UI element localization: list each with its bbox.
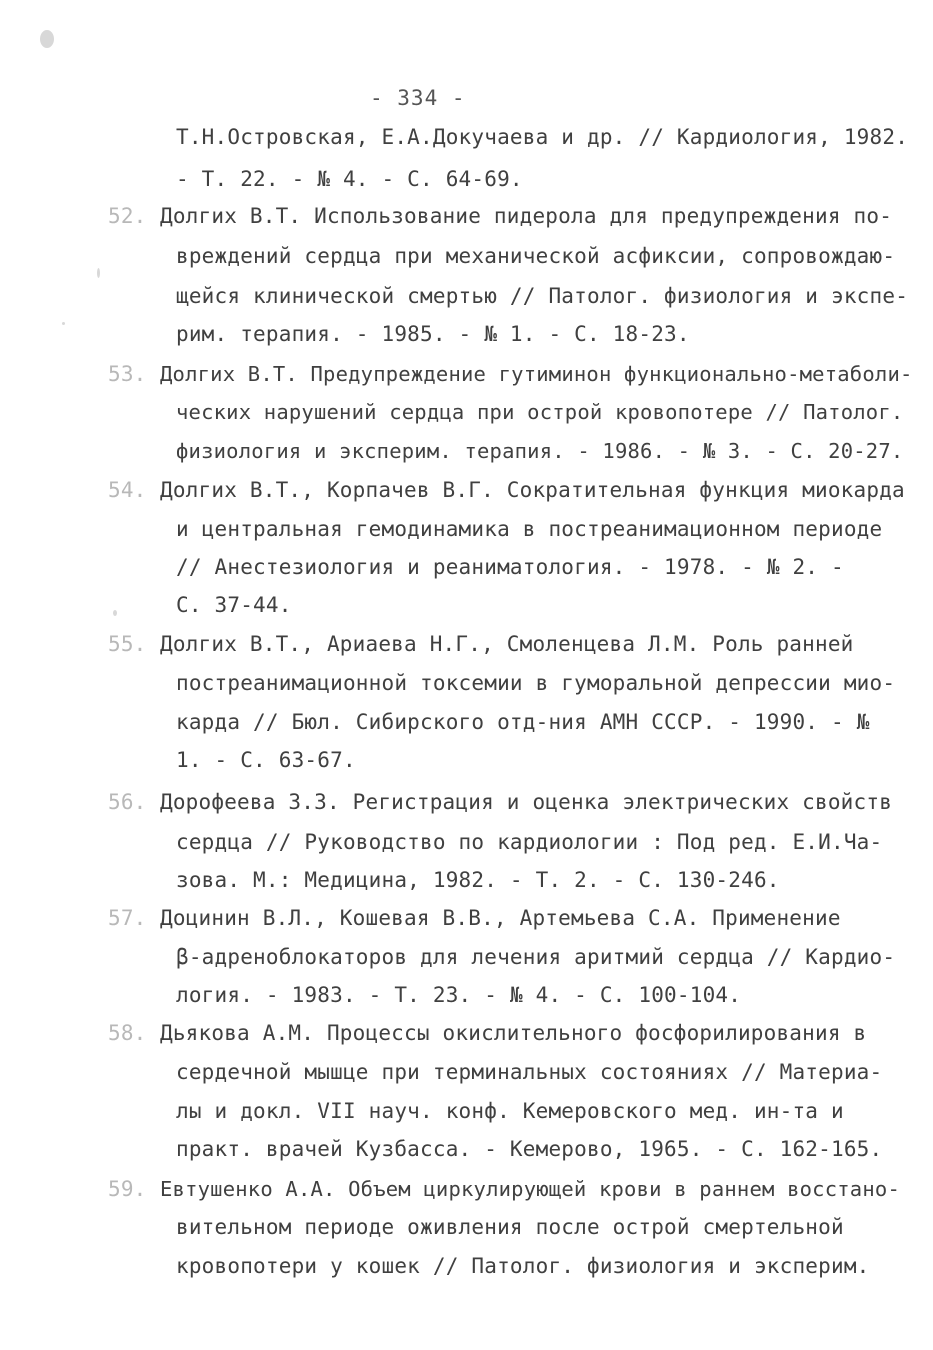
entry-56-line-2: сердца // Руководство по кардиологии : Под ред. Е.И.Ча- <box>176 830 883 854</box>
entry-53-line-1: Долгих В.Т. Предупреждение гутиминон функционально-метаболи- <box>160 362 913 386</box>
scan-speck <box>40 30 54 48</box>
entry-59-number: 59. <box>108 1177 147 1201</box>
entry-55-line-4: 1. - С. 63-67. <box>176 748 356 772</box>
entry-54-number: 54. <box>108 478 147 502</box>
entry-55-line-3: карда // Бюл. Сибирского отд-ния АМН СССР. - 1990. - № <box>176 710 870 734</box>
entry-58-line-4: практ. врачей Кузбасса. - Кемерово, 1965. - С. 162-165. <box>176 1137 883 1161</box>
entry-52-line-1: Долгих В.Т. Использование пидерола для предупреждения по- <box>160 204 893 228</box>
entry-53-line-3: физиология и эксперим. терапия. - 1986. - № 3. - С. 20-27. <box>176 439 904 463</box>
entry-57-line-2: β-адреноблокаторов для лечения аритмий сердца // Кардио- <box>176 945 896 969</box>
entry-54-line-1: Долгих В.Т., Корпачев В.Г. Сократительная функция миокарда <box>160 478 905 502</box>
entry-52-line-4: рим. терапия. - 1985. - № 1. - С. 18-23. <box>176 322 690 346</box>
entry-54-line-3: // Анестезиология и реаниматология. - 1978. - № 2. - <box>176 555 844 579</box>
entry-57-line-1: Доцинин В.Л., Кошевая В.В., Артемьева С.А. Применение <box>160 906 841 930</box>
entry-59-line-3: кровопотери у кошек // Патолог. физиология и эксперим. <box>176 1254 870 1278</box>
entry-55-line-2: постреанимационной токсемии в гуморальной депрессии мио- <box>176 671 896 695</box>
entry-58-line-2: сердечной мышце при терминальных состояниях // Материа- <box>176 1060 883 1084</box>
entry-57-line-3: логия. - 1983. - Т. 23. - № 4. - С. 100-104. <box>176 983 742 1007</box>
entry-55-line-1: Долгих В.Т., Ариаева Н.Г., Смоленцева Л.М. Роль ранней <box>160 632 854 656</box>
entry-59-line-1: Евтушенко А.А. Объем циркулирующей крови в раннем восстано- <box>160 1177 900 1201</box>
scan-speck <box>113 610 117 616</box>
entry-cont-line-1: Т.Н.Островская, Е.А.Докучаева и др. // Кардиология, 1982. <box>176 125 909 149</box>
entry-52-line-3: щейся клинической смертью // Патолог. физиология и экспе- <box>176 284 909 308</box>
entry-56-number: 56. <box>108 790 147 814</box>
entry-54-line-4: С. 37-44. <box>176 593 292 617</box>
entry-52-number: 52. <box>108 204 147 228</box>
entry-54-line-2: и центральная гемодинамика в постреанимационном периоде <box>176 517 883 541</box>
entry-58-number: 58. <box>108 1021 147 1045</box>
entry-56-line-3: зова. М.: Медицина, 1982. - Т. 2. - С. 130-246. <box>176 868 780 892</box>
entry-53-number: 53. <box>108 362 147 386</box>
entry-53-line-2: ческих нарушений сердца при острой кровопотере // Патолог. <box>176 400 904 424</box>
entry-57-number: 57. <box>108 906 147 930</box>
entry-58-line-1: Дьякова А.М. Процессы окислительного фосфорилирования в <box>160 1021 867 1045</box>
entry-55-number: 55. <box>108 632 147 656</box>
scan-speck <box>62 322 65 325</box>
scan-speck <box>97 268 100 278</box>
entry-58-line-3: лы и докл. VII науч. конф. Кемеровского мед. ин-та и <box>176 1099 844 1123</box>
page-number: - 334 - <box>370 86 466 110</box>
entry-59-line-2: вительном периоде оживления после острой смертельной <box>176 1215 844 1239</box>
entry-cont-line-2: - Т. 22. - № 4. - С. 64-69. <box>176 167 523 191</box>
entry-56-line-1: Дорофеева З.З. Регистрация и оценка электрических свойств <box>160 790 893 814</box>
entry-52-line-2: вреждений сердца при механической асфиксии, сопровождаю- <box>176 244 896 268</box>
